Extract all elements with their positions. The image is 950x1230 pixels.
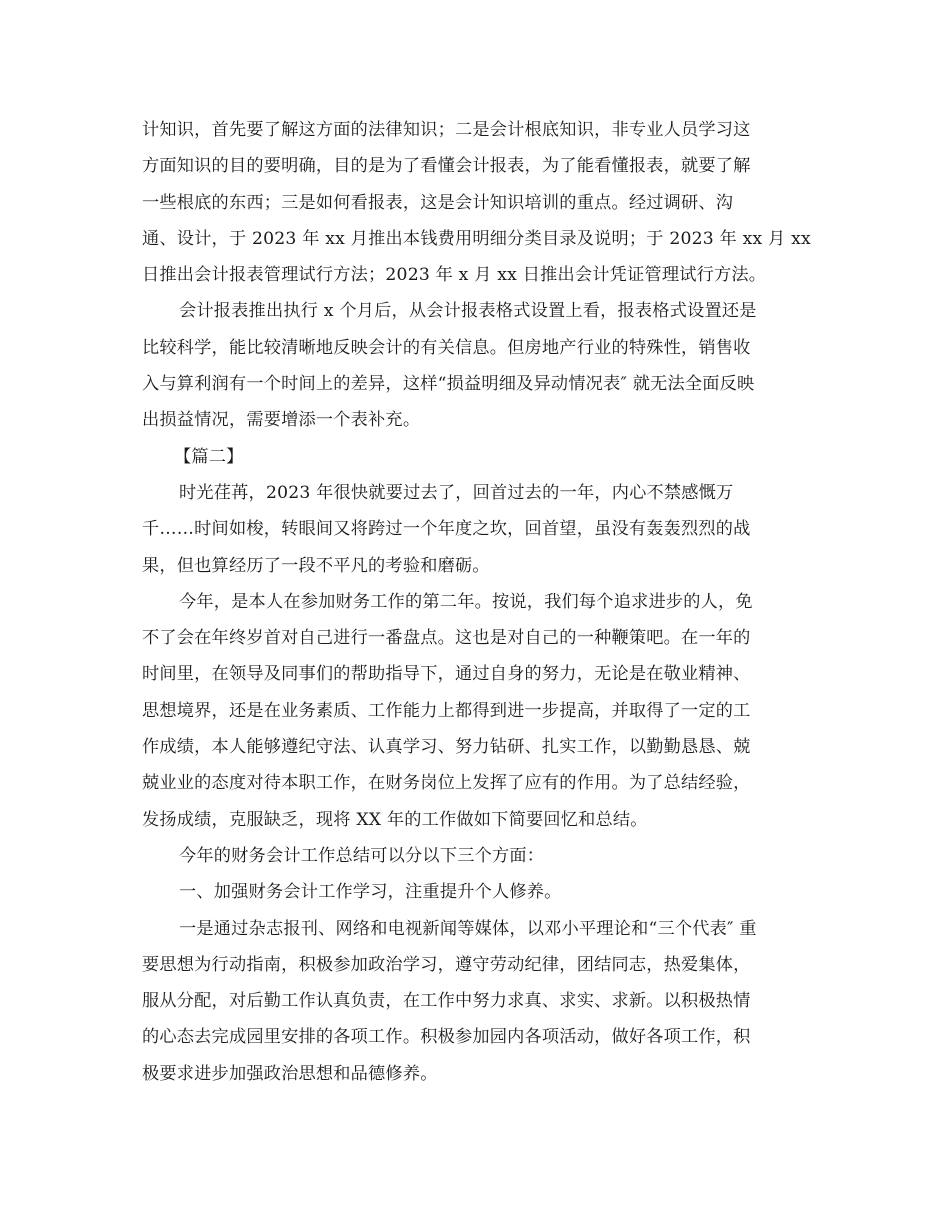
paragraph-start-line: 今年，是本人在参加财务工作的第二年。按说，我们每个追求进步的人，免 — [179, 591, 753, 612]
text-line: 计知识，首先要了解这方面的法律知识；二是会计根底知识，非专业人员学习这 — [142, 120, 751, 140]
text-line: 服从分配，对后勤工作认真负责，在工作中努力求真、求实、求新。以积极热情 — [142, 991, 751, 1012]
text-line: 要思想为行动指南，积极参加政治学习，遵守劳动纪律，团结同志，热爱集体， — [142, 954, 751, 975]
paragraph-start-line: 一是通过杂志报刊、网络和电视新闻等媒体，以邓小平理论和“三个代表″ 重 — [179, 918, 757, 939]
text-line: 思想境界，还是在业务素质、工作能力上都得到进一步提高，并取得了一定的工 — [142, 700, 751, 721]
text-line: 时间里，在领导及同事们的帮助指导下，通过自身的努力，无论是在敬业精神、 — [142, 664, 751, 685]
text-line: 出损益情况，需要增添一个表补充。 — [142, 410, 421, 431]
text-line: 兢业业的态度对待本职工作，在财务岗位上发挥了应有的作用。为了总结经验， — [142, 773, 751, 794]
text-line: 果，但也算经历了一段不平凡的考验和磨砺。 — [142, 555, 490, 576]
paragraph-start-line: 会计报表推出执行 x 个月后，从会计报表格式设置上看，报表格式设置还是 — [179, 301, 757, 322]
text-line: 一些根底的东西；三是如何看报表，这是会计知识培训的重点。经过调研、沟 — [142, 192, 734, 213]
subheading-line: 一、加强财务会计工作学习，注重提升个人修养。 — [179, 882, 562, 903]
text-line: 作成绩，本人能够遵纪守法、认真学习、努力钻研、扎实工作，以勤勤恳恳、兢 — [142, 737, 751, 758]
paragraph-start-line: 今年的财务会计工作总结可以分以下三个方面： — [179, 845, 545, 866]
document-body — [142, 112, 811, 1092]
text-line: 不了会在年终岁首对自己进行一番盘点。这也是对自己的一种鞭策吧。在一年的 — [142, 628, 751, 649]
text-line: 方面知识的目的要明确，目的是为了看懂会计报表，为了能看懂报表，就要了解 — [142, 156, 751, 177]
text-line: 通、设计，于 2023 年 xx 月推出本钱费用明细分类目录及说明；于 2023 年 xx 月 xx — [142, 228, 811, 249]
text-line: 日推出会计报表管理试行方法；2023 年 x 月 xx 日推出会计凭证管理试行方法。 — [142, 265, 767, 286]
text-line: 入与算利润有一个时间上的差异，这样“损益明细及异动情况表″ 就无法全面反映 — [142, 374, 755, 395]
text-line: 极要求进步加强政治思想和品德修养。 — [142, 1063, 438, 1084]
text-line: 发扬成绩，克服缺乏，现将 XX 年的工作做如下简要回忆和总结。 — [142, 809, 648, 830]
text-line: 千……时间如梭，转眼间又将跨过一个年度之坎，回首望，虽没有轰轰烈烈的战 — [142, 519, 751, 540]
text-line: 比较科学，能比较清晰地反映会计的有关信息。但房地产行业的特殊性，销售收 — [142, 337, 751, 358]
section-heading: 【篇二】 — [174, 446, 244, 467]
paragraph-start-line: 时光荏苒，2023 年很快就要过去了，回首过去的一年，内心不禁感慨万 — [179, 482, 734, 503]
text-line: 的心态去完成园里安排的各项工作。积极参加园内各项活动，做好各项工作，积 — [142, 1027, 751, 1048]
